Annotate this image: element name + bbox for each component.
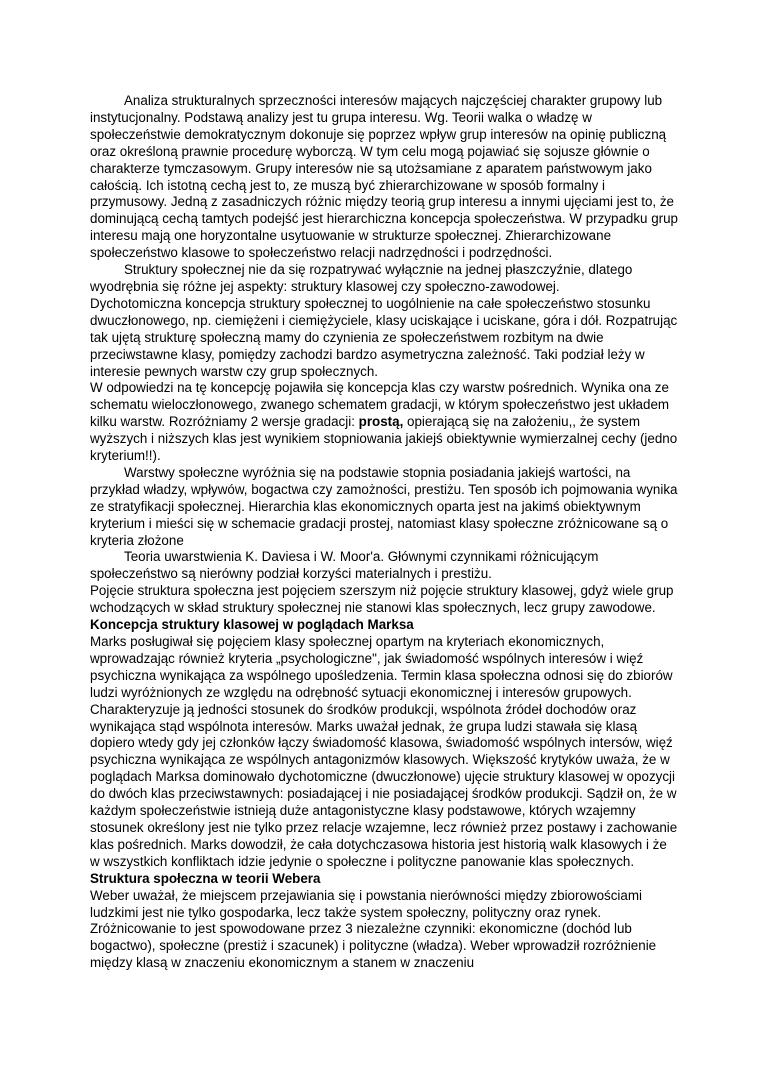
paragraph-gradation-scheme	[90, 380, 680, 465]
gradation-text-start: W odpowiedzi na tę koncepcję pojawiła się koncepcja klas czy warstw pośrednich. Wynika ona ze schematu wieloczłonowego, zwanego schematem gradacji, w którym społeczeństwo jest układem kilku warstw. Rozróżniamy 2 wersje gradacji:	[90, 380, 670, 430]
paragraph-interest-groups: Analiza strukturalnych sprzeczności interesów mających najczęściej charakter grupowy lub instytucjonalny. Podstawą analizy jest tu grupa interesu. Wg. Teorii walka o władzę w społeczeństwie demokratycznym dokonuje się poprzez wpływ grup interesów na opinię publiczną oraz określoną prawnie procedurę wyborczą. W tym celu mogą pojawiać się sojusze głównie o charakterze tymczasowym. Grupy interesów nie są utożsamiane z aparatem państwowym jako całością. Ich istotną cechą jest to, ze muszą być zhierarchizowane w sposób formalny i przymusowy. Jedną z zasadniczych różnic między teorią grup interesu a innymi ujęciami jest to, że dominującą cechą tamtych podejść jest hierarchiczna koncepcja społeczeństwa. W przypadku grup interesu mają one horyzontalne usytuowanie w strukturze społecznej. Zhierarchizowane społeczeństwo klasowe to społeczeństwo relacji nadrzędności i podrzędności.	[90, 93, 678, 261]
heading-marx: Koncepcja struktury klasowej w poglądach Marksa	[90, 617, 414, 633]
paragraph-davis-moore-theory: Teoria uwarstwienia K. Daviesa i W. Moor'a. Głównymi czynnikami różnicującym społeczeństwo są nierówny podział korzyści materialnych i prestiżu.	[90, 549, 599, 582]
paragraph-weber-stratification: Weber uważał, że miejscem przejawiania się i powstania nierówności między zbiorowościami ludzkimi jest nie tylko gospodarka, lecz także system społeczny, polityczny oraz rynek. Zróżnicowanie to jest spowodowane przez 3 niezależne czynniki: ekonomiczne (dochód lub bogactwo), społeczne (prestiż i szacunek) i polityczne (władza). Weber wprowadził rozróżnienie między klasą w znaczeniu ekonomicznym a stanem w znaczeniu	[90, 887, 657, 971]
paragraph-marx-class-concept: Marks posługiwał się pojęciem klasy społecznej opartym na kryteriach ekonomicznych, wprowadzając również kryteria „psychologiczne", jak świadomość wspólnych interesów i więź psychiczna wynikająca za wspólnego upośledzenia. Termin klasa społeczna odnosi się do zbiorów ludzi wyróżnionych ze względu na odrębność sytuacji ekonomicznej i interesów grupowych. Charakteryzuje ją jedności stosunek do środków produkcji, wspólnota źródeł dochodów oraz wynikająca stąd wspólnota interesów. Marks uważał jednak, że grupa ludzi stawała się klasą dopiero wtedy gdy jej członków łączy świadomość klasowa, świadomość wspólnych intersów, więź psychiczna wynikająca ze wspólnych antagonizmów klasowych. Większość krytyków uważa, że w poglądach Marksa dominowało dychotomiczne (dwuczłonowe) ujęcie struktury klasowej w opozycji do dwóch klas przeciwstawnych: posiadającej i nie posiadającej środków produkcji. Sądził on, że w każdym społeczeństwie istnieją duże antagonistyczne klasy podstawowe, których wzajemny stosunek określony jest nie tylko przez relacje wzajemne, lecz również przez postawy i zachowanie klas pośrednich. Marks dowodził, że cała dotychczasowa historia jest historią walk klasowych i że w wszystkich konfliktach idzie jedynie o społeczne i polityczne panowanie klas społecznych.	[90, 634, 678, 869]
paragraph-dichotomous-concept: Dychotomiczna koncepcja struktury społecznej to uogólnienie na całe społeczeństwo stosunku dwuczłonowego, np. ciemiężeni i ciemiężyciele, klasy uciskające i uciskane, góra i dół. Rozpatrując tak ujętą strukturę społeczną mamy do czynienia ze społeczeństwem rozbitym na dwie przeciwstawne klasy, pomiędzy zachodzi bardzo asymetryczna zależność. Taki podział leży w interesie pewnych warstw czy grup społecznych.	[90, 295, 678, 379]
gradation-bold-term: prostą,	[358, 414, 404, 430]
paragraph-social-structure-aspects: Struktury społecznej nie da się rozpatrywać wyłącznie na jednej płaszczyźnie, dlatego wyodrębnia się różne jej aspekty: struktury klasowej czy społeczno-zawodowej.	[90, 262, 633, 294]
paragraph-social-vs-class-structure: Pojęcie struktura społeczna jest pojęciem szerszym niż pojęcie struktury klasowej, gdyż wiele grup wchodzących w skład struktury społecznej nie stanowi klas społecznych, lecz grupy zawodowe.	[90, 583, 674, 616]
heading-weber: Struktura społeczna w teorii Webera	[90, 870, 321, 886]
paragraph-social-strata: Warstwy społeczne wyróżnia się na podstawie stopnia posiadania jakiejś wartości, na przykład władzy, wpływów, bogactwa czy zamożności, prestiżu. Ten sposób ich pojmowania wynika ze stratyfikacji społecznej. Hierarchia klas ekonomicznych oparta jest na jakimś obiektywnym kryterium i mieści się w schemacie gradacji prostej, natomiast klasy społeczne zróżnicowane są o kryteria złożone	[90, 464, 678, 548]
gradation-text-end: opierającą się na założeniu,, że system wyższych i niższych klas jest wynikiem stopniowania jakiejś obiektywnie wymierzalnej cechy (jedno kryterium!!).	[90, 414, 678, 464]
document-page	[90, 93, 680, 972]
